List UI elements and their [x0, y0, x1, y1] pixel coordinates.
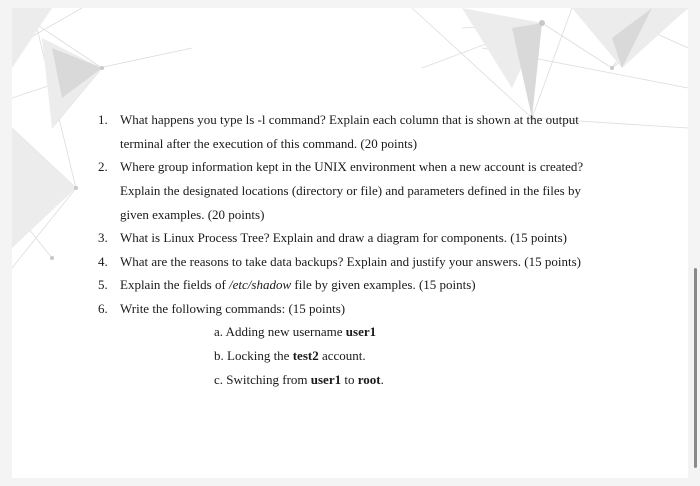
question-3 [98, 226, 620, 250]
username: root [357, 372, 381, 387]
question-text: What is Linux Process Tree? Explain and draw a diagram for components. (15 points) [120, 230, 567, 245]
question-text [120, 273, 620, 297]
question-text: What are the reasons to take data backups? Explain and justify your answers. (15 points) [120, 254, 581, 269]
text-segment: . [380, 372, 384, 387]
username: user1 [310, 372, 342, 387]
question-1 [98, 108, 620, 156]
question-6 [98, 297, 620, 321]
question-2 [98, 155, 620, 227]
account-name: test2 [292, 348, 319, 363]
subitem-c [214, 368, 384, 392]
question-number: 6. [98, 301, 108, 316]
text-segment: c. Switching from [214, 372, 311, 387]
text-segment: account. [318, 348, 366, 363]
text-segment: a. Adding new username [214, 324, 346, 339]
question-number: 2. [98, 159, 108, 174]
question-number: 1. [98, 112, 108, 127]
document-page [12, 8, 688, 478]
question-text: What happens you type ls -l command? Explain each column that is shown at the output [120, 112, 579, 127]
subitem-b [214, 344, 366, 368]
question-text: Write the following commands: (15 points) [120, 301, 346, 316]
subitem-a [214, 320, 376, 344]
text-segment: file by given examples. (15 points) [291, 277, 476, 292]
question-text: terminal after the execution of this command. (20 points) [120, 136, 418, 151]
question-number: 5. [98, 277, 108, 292]
text-segment: to [341, 372, 358, 387]
scrollbar-thumb[interactable] [694, 268, 697, 468]
text-segment: Explain the fields of [120, 277, 230, 292]
question-text: Explain the designated locations (directory or file) and parameters defined in the files by [120, 183, 581, 198]
question-4 [98, 250, 620, 274]
question-text: Where group information kept in the UNIX environment when a new account is created? [120, 159, 584, 174]
file-path: /etc/shadow [229, 277, 292, 292]
text-segment: b. Locking the [214, 348, 293, 363]
question-5 [98, 273, 620, 297]
username: user1 [345, 324, 377, 339]
question-text: given examples. (20 points) [120, 207, 265, 222]
question-number: 3. [98, 230, 108, 245]
question-number: 4. [98, 254, 108, 269]
